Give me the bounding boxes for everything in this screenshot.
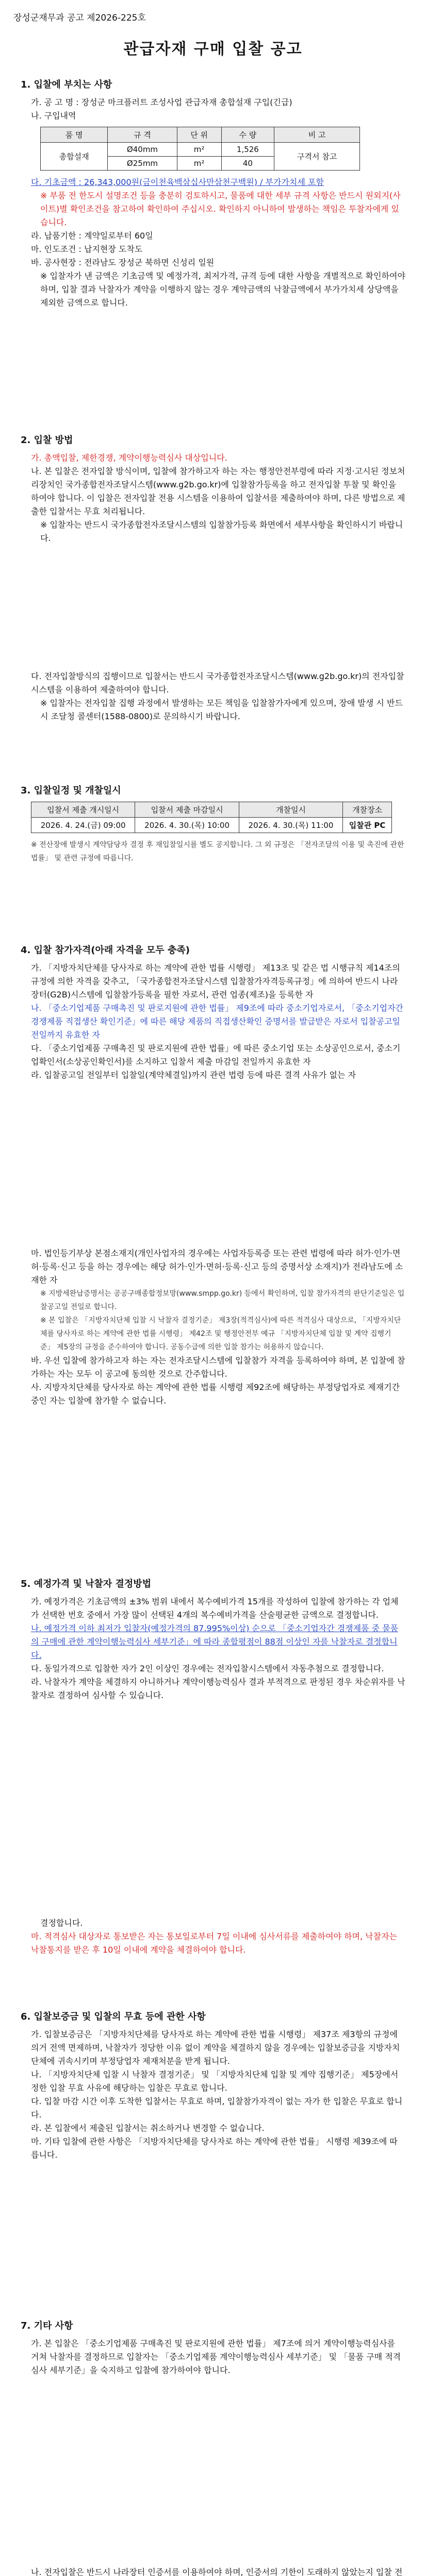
section-eligibility-cont — [21, 1247, 405, 1408]
deposit-ga: 가. 입찰보증금은 「지방자치단체를 당사자로 하는 계약에 관한 법률 시행령」 제37조 제3항의 규정에 의거 전액 면제하며, 낙찰자가 정당한 이유 없이 계약을 체결하지 않을 경우에는 입찰보증금을 지방자치단체에 귀속시키며 부정당업자 제재처분을 받게 됩니다. — [31, 2029, 400, 2066]
table-header-cell: 개찰일시 — [239, 802, 342, 818]
e-bid-method: 나. 본 입찰은 전자입찰 방식이며, 입찰에 참가하고자 하는 자는 행정안전부령에 따라 지정·고시된 정보처리장치인 국가종합전자조달시스템(www.g2b.go.kr)에 입찰참가등록을 하고 전자입찰 투찰 및 확인을 하여야 합니다. 이 입찰은 전자입찰 전용 시스템을 이용하여 입찰서를 제출하여야 하며, 다른 방법으로 제출한 입찰서는 무효 처리됩니다. — [31, 466, 405, 516]
table-cell: 2026. 4. 30.(목) 10:00 — [135, 818, 239, 833]
section-deposit — [21, 2009, 405, 2162]
table-cell: 2026. 4. 30.(목) 11:00 — [239, 818, 342, 833]
section-other-cont — [21, 2566, 405, 2576]
table-cell: m² — [177, 143, 221, 157]
deposit-ma: 마. 기타 입찰에 관한 사항은 「지방자치단체를 당사자로 하는 계약에 관한 법률」 시행령 제39조에 따릅니다. — [31, 2137, 398, 2160]
eligibility-note2: ※ 본 입찰은 「지방자치단체 입찰 시 낙찰자 결정기준」 제3장(적격심사)에 따른 적격심사 대상으로, 「지방자치단체를 당사자로 하는 계약에 관한 법률 시행령」 제42조 및 행정안전부 예규 「지방자치단체 입찰 및 계약 집행기준」 제5장의 규정을 준수하여야 합니다. 공동수급에 의한 입찰 참가는 허용하지 않습니다. — [40, 1316, 401, 1351]
vat-note: ※ 부품 전 한도시 설명조건 등을 충분히 검토하시고, 물품에 대한 세부 규격 사항은 반드시 원외지(사이트)별 확인조건을 참고하여 확인하여 주십시오. 확인하지 아니하여 발생하는 책임은 투찰자에게 있습니다. — [40, 191, 401, 227]
table-cell: m² — [177, 157, 221, 171]
notice-number: 장성군재무과 공고 제2026-225호 — [13, 13, 146, 23]
eligibility-ga: 가. 「지방자치단체를 당사자로 하는 계약에 관한 법률 시행령」 제13조 및 같은 법 시행규칙 제14조의 규정에 의한 자격을 갖추고, 「국가종합전자조달시스템 입찰참가자격등록규정」에 의하여 반드시 나라장터(G2B)시스템에 입찰참가등록을 필한 자로서, 관련 업종(제조)을 등록한 자 — [31, 963, 400, 999]
eligibility-sa: 사. 지방자치단체를 당사자로 하는 계약에 관한 법률 시행령 제92조에 해당하는 부정당업자로 제재기간 중인 자는 입찰에 참가할 수 없습니다. — [31, 1382, 400, 1405]
page-title: 관급자재 구매 입찰 공고 — [123, 40, 303, 58]
section-bid-method — [21, 433, 405, 545]
table-row — [41, 143, 360, 157]
notice-name: 가. 공 고 명 : 장성군 마크플러트 조성사업 관급자재 총합설재 구입(긴급) — [31, 97, 292, 107]
table-header-cell: 입찰서 제출 마감일시 — [135, 802, 239, 818]
delivery-deadline: 라. 납품기한 : 계약일로부터 60일 — [31, 231, 153, 241]
section-title: 6. 입찰보증금 및 입찰의 무효 등에 관한 사항 — [21, 2011, 206, 2022]
award-da: 다. 동일가격으로 입찰한 자가 2인 이상인 경우에는 전자입찰시스템에서 자동추첨으로 결정합니다. — [31, 1664, 384, 1673]
table-header-row — [31, 802, 392, 818]
method-note: ※ 입찰자는 반드시 국가종합전자조달시스템의 입찰참가등록 화면에서 세부사항을 확인하시기 바랍니다. — [40, 520, 403, 543]
table-cell: 구격서 참고 — [274, 143, 360, 171]
table-cell: 입찰관 PC — [343, 818, 392, 833]
table-header-cell: 개찰장소 — [343, 802, 392, 818]
table-cell: 40 — [221, 157, 274, 171]
table-cell: 1,526 — [221, 143, 274, 157]
section-title: 1. 입찰에 부치는 사항 — [21, 79, 112, 90]
deposit-na: 나. 「지방자치단체 입찰 시 낙찰자 결정기준」 및 「지방자치단체 입찰 및 계약 집행기준」 제5장에서 정한 입찰 무효 사유에 해당하는 입찰은 무효로 합니다. — [31, 2070, 399, 2093]
award-note: 결정합니다. — [40, 1918, 83, 1928]
items-table — [40, 127, 360, 171]
award-ra: 라. 낙찰자가 계약을 체결하지 아니하거나 계약이행능력심사 결과 부적격으로 판정된 경우 차순위자를 낙찰자로 결정하여 심사할 수 있습니다. — [31, 1677, 405, 1700]
table-cell: Ø25mm — [108, 157, 177, 171]
table-cell: Ø40mm — [108, 143, 177, 157]
table-header-cell: 규 격 — [108, 127, 177, 143]
bid-note: ※ 입찰자가 낸 금액은 기초금액 및 예정가격, 최저가격, 규격 등에 대한 사항을 개별적으로 확인하여야 하며, 입찰 결과 낙찰자가 계약을 이행하지 않는 경우 계약금액의 낙찰금액에서 부가가치세 상당액을 제외한 금액으로 합니다. — [40, 271, 405, 308]
table-header-row — [41, 127, 360, 143]
section-title: 5. 예정가격 및 낙찰자 결정방법 — [21, 1579, 152, 1589]
base-price: 다. 기초금액 : 26,343,000원(금이천육백삼십사만삼천구백원) / 부가가치세 포함 — [31, 177, 324, 187]
section-eligibility — [21, 943, 405, 1082]
table-header-cell: 품 명 — [41, 127, 108, 143]
table-row — [31, 818, 392, 833]
eligibility-note1: ※ 지방세완납증명서는 공공구매종합정보망(www.smpp.go.kr) 등에서 확인하며, 입찰 참가자격의 판단기준일은 입찰공고일 전일로 합니다. — [40, 1290, 405, 1311]
eligibility-ma: 마. 법인등기부상 본점소재지(개인사업자의 경우에는 사업자등록증 또는 관련 법령에 따라 허가·인가·면허·등록·신고 등을 하는 경우에는 해당 허가·인가·면허·등록·신고 등의 증명서상 소재지)가 전라남도에 소재한 자 — [31, 1248, 403, 1285]
eligibility-ra: 라. 입찰공고일 전일부터 입찰일(계약체결일)까지 관련 법령 등에 따른 결격 사유가 없는 자 — [31, 1070, 356, 1080]
award-ma: 마. 적격심사 대상자로 통보받은 자는 통보일로부터 7일 이내에 심사서류를 제출하여야 하며, 낙찰자는 낙찰통지를 받은 후 10일 이내에 계약을 체결하여야 합니다. — [31, 1931, 397, 1955]
eligibility-da: 다. 「중소기업제품 구매촉진 및 판로지원에 관한 법률」에 따른 중소기업 또는 소상공인으로서, 중소기업확인서(소상공인확인서)를 소지하고 입찰서 제출 마감일 전일까지 유효한 자 — [31, 1043, 401, 1066]
table-cell: 총합설재 — [41, 143, 108, 171]
site-location: 바. 공사현장 : 전라남도 장성군 북하면 신성리 일원 — [31, 258, 215, 267]
table-header-cell: 단 위 — [177, 127, 221, 143]
table-header-cell: 비 고 — [274, 127, 360, 143]
section-bid-items — [21, 77, 405, 310]
e-bid-submission: 다. 전자입찰방식의 집행이므로 입찰서는 반드시 국가종합전자조달시스템(www.g2b.go.kr)의 전자입찰시스템을 이용하여 제출하여야 합니다. — [31, 671, 404, 694]
other-na: 나. 전자입찰은 반드시 나라장터 인증서를 이용하여야 하며, 인증서의 기한이 도래하지 않았는지 입찰 전 — [31, 2567, 403, 2576]
section-title: 7. 기타 사항 — [21, 2320, 73, 2331]
section-award-cont — [21, 1917, 405, 1957]
award-na: 나. 예정가격 이하 최저가 입찰자(예정가격의 87.995%이상) 순으로 「중소기업자간 경쟁제품 중 물품의 구매에 관한 계약이행능력심사 세부기준」에 따라 종합평점이 88점 이상인 자를 낙찰자로 결정합니다. — [31, 1623, 399, 1660]
purchase-details-label: 나. 구입내역 — [31, 111, 76, 121]
award-ga: 가. 예정가격은 기초금액의 ±3% 범위 내에서 복수예비가격 15개를 작성하여 입찰에 참가하는 각 업체가 선택한 번호 중에서 가장 많이 선택된 4개의 복수예비가격을 산술평균한 금액으로 결정합니다. — [31, 1597, 399, 1620]
section-bid-method-cont — [21, 670, 405, 723]
table-cell: 2026. 4. 24.(금) 09:00 — [31, 818, 135, 833]
section-schedule — [21, 783, 405, 865]
eligibility-na: 나. 「중소기업제품 구매촉진 및 판로지원에 관한 법률」 제9조에 따라 중소기업자로서, 「중소기업자간 경쟁제품 직접생산 확인기준」에 따른 해당 제품의 직접생산확인 증명서를 발급받은 자로서 입찰공고일 전일까지 유효한 자 — [31, 1003, 403, 1040]
schedule-note: ※ 전산장애 발생시 계약담당자 결정 후 재입찰일시를 별도 공지합니다. 그 외 규정은 「전자조달의 이용 및 촉진에 관한 법률」 및 관련 규정에 따릅니다. — [31, 841, 404, 862]
table-header-cell: 입찰서 제출 개시일시 — [31, 802, 135, 818]
section-title: 3. 입찰일정 및 개찰일시 — [21, 785, 121, 796]
section-other — [21, 2318, 405, 2377]
section-title: 2. 입찰 방법 — [21, 435, 73, 446]
section-title: 4. 입찰 참가자격(아래 자격을 모두 충족) — [21, 945, 190, 956]
section-award — [21, 1577, 405, 1702]
eligibility-ba: 바. 우선 입찰에 참가하고자 하는 자는 전자조달시스템에 입찰참가 자격을 등록하여야 하며, 본 입찰에 참가하는 자는 모두 이 공고에 동의한 것으로 간주합니다. — [31, 1355, 405, 1379]
table-header-cell: 수 량 — [221, 127, 274, 143]
other-ga: 가. 본 입찰은 「중소기업제품 구매촉진 및 판로지원에 관한 법률」 제7조에 의거 계약이행능력심사를 거쳐 낙찰자를 결정하므로 입찰자는 「중소기업제품 계약이행능력심사 세부기준」 및 「물품 구매 적격심사 세부기준」을 숙지하고 입찰에 참가하여야 합니다. — [31, 2338, 401, 2375]
deposit-ra: 라. 본 입찰에서 제출된 입찰서는 취소하거나 변경할 수 없습니다. — [31, 2123, 265, 2133]
schedule-table — [31, 802, 392, 833]
delivery-terms: 마. 인도조건 : 납지현장 도착도 — [31, 244, 143, 254]
submission-note: ※ 입찰자는 전자입찰 집행 과정에서 발생하는 모든 책임을 입찰참가자에게 있으며, 장애 발생 시 반드시 조달청 콜센터(1588-0800)로 문의하시기 바랍니다. — [40, 698, 403, 721]
bid-type: 가. 총액입찰, 제한경쟁, 계약이행능력심사 대상입니다. — [31, 453, 227, 463]
deposit-da: 다. 입찰 마감 시간 이후 도착한 입찰서는 무효로 하며, 입찰참가자격이 없는 자가 한 입찰은 무효로 합니다. — [31, 2096, 403, 2120]
